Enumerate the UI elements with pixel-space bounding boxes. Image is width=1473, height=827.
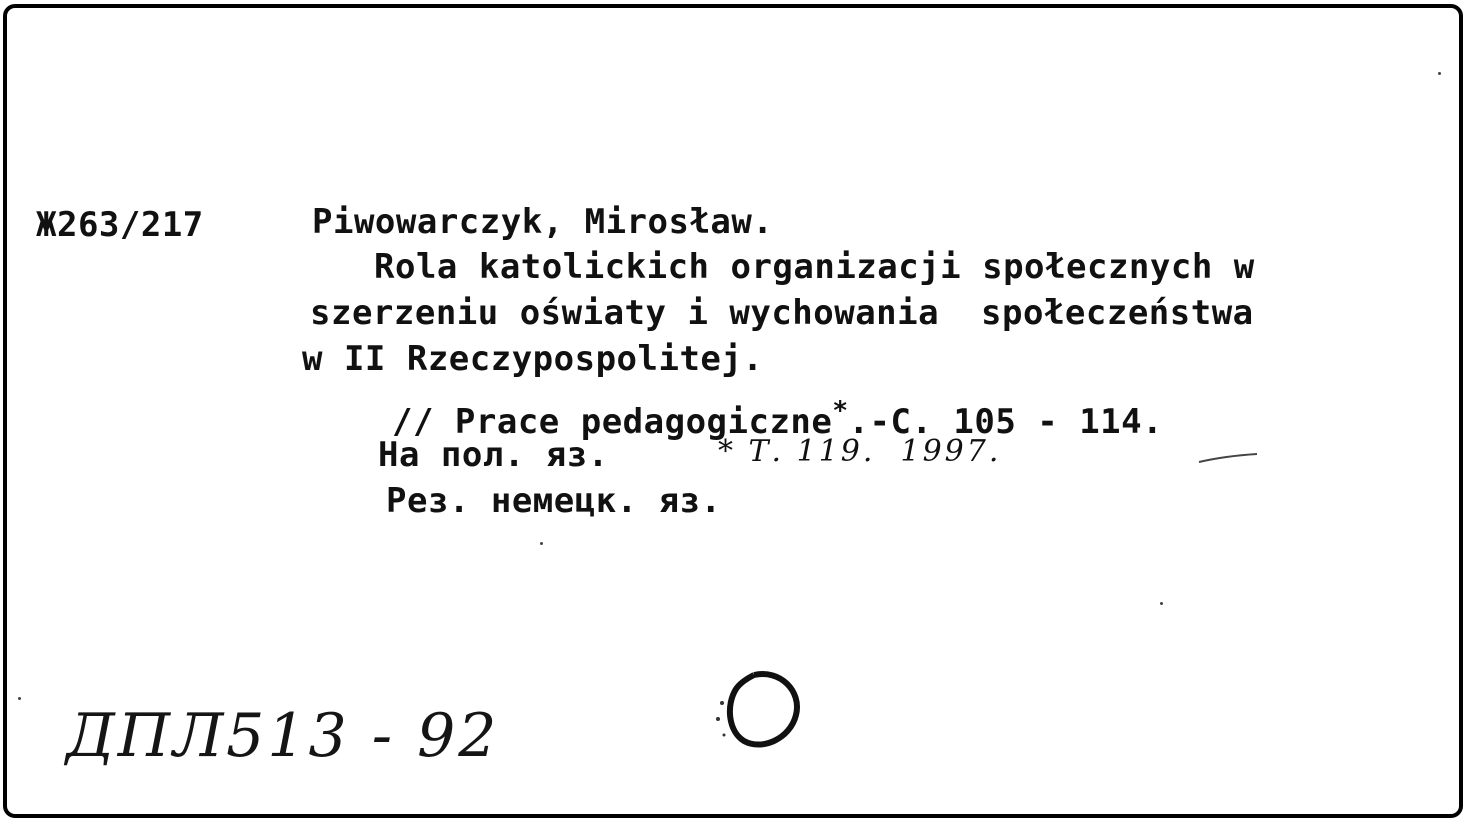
summary-note: Рез. немецк. яз. <box>386 481 722 521</box>
source-footnote-mark: * <box>832 396 849 426</box>
author-heading: Piwowarczyk, Mirosław. <box>312 202 774 242</box>
paper-speck <box>540 542 543 545</box>
language-note: На пол. яз. <box>378 435 609 475</box>
paper-speck <box>1160 602 1163 605</box>
handwritten-dash <box>1195 448 1265 468</box>
shelf-mark: Ж263/217 <box>36 205 204 245</box>
source-title: // Prace pedagogiczne <box>392 402 833 442</box>
title-line-3: w II Rzeczypospolitej. <box>302 339 764 379</box>
punch-hole-circle <box>710 665 810 755</box>
source-pages: .-C. 105 - 114. <box>848 402 1164 442</box>
title-line-2: szerzeniu oświaty i wychowania społeczeństwa <box>310 293 1254 333</box>
paper-speck <box>18 697 21 700</box>
source-line <box>384 387 1164 442</box>
paper-speck <box>1438 72 1441 75</box>
handwritten-call-number: ДПЛ513 - 92 <box>66 701 500 771</box>
handwritten-volume-note: * Т. 119. 1997. <box>718 434 1002 469</box>
title-line-1: Rola katolickich organizacji społecznych w <box>374 247 1255 287</box>
